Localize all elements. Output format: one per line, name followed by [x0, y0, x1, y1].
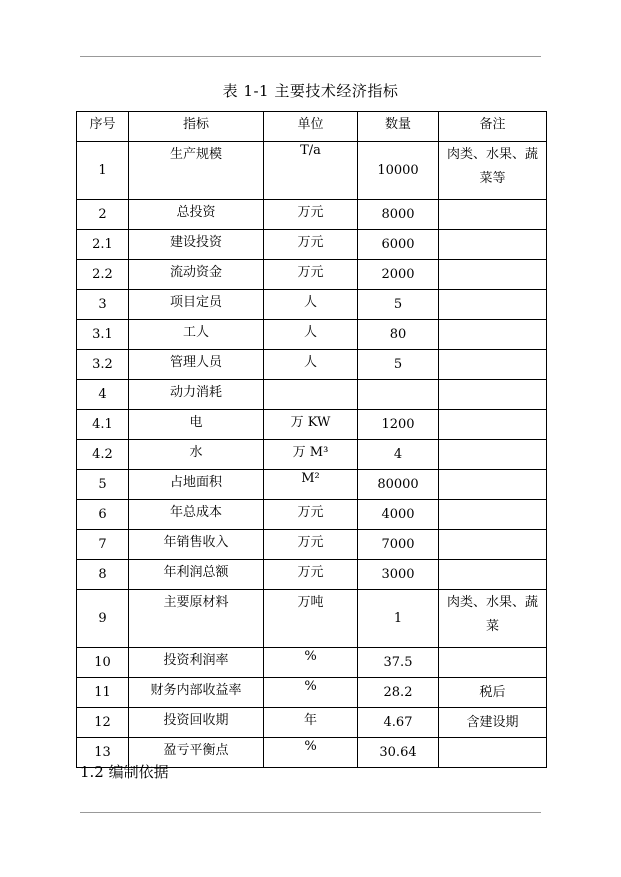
table-row	[77, 230, 547, 260]
cell-qty: 3000	[358, 560, 439, 590]
cell-note: 含建设期	[439, 708, 547, 738]
cell-no: 4.1	[77, 410, 129, 440]
table-header-row	[77, 112, 547, 142]
cell-no: 3.1	[77, 320, 129, 350]
cell-unit: 人	[264, 290, 358, 320]
cell-note	[439, 470, 547, 500]
cell-note	[439, 200, 547, 230]
cell-qty: 4	[358, 440, 439, 470]
cell-note	[439, 320, 547, 350]
cell-unit: 人	[264, 350, 358, 380]
cell-no: 4.2	[77, 440, 129, 470]
cell-name: 占地面积	[129, 470, 264, 500]
cell-unit: 万吨	[264, 590, 358, 648]
cell-note	[439, 500, 547, 530]
cell-no: 8	[77, 560, 129, 590]
cell-unit: T/a	[264, 142, 358, 200]
header-rule	[80, 56, 541, 57]
cell-name: 投资回收期	[129, 708, 264, 738]
cell-qty: 5	[358, 350, 439, 380]
cell-no: 2.2	[77, 260, 129, 290]
table-row	[77, 648, 547, 678]
table-caption: 表 1-1 主要技术经济指标	[222, 82, 399, 100]
table-row	[77, 290, 547, 320]
cell-no: 4	[77, 380, 129, 410]
cell-unit: %	[264, 678, 358, 708]
cell-note	[439, 260, 547, 290]
header-qty: 数量	[358, 112, 439, 142]
table-row	[77, 142, 547, 200]
cell-name: 水	[129, 440, 264, 470]
cell-note	[439, 350, 547, 380]
cell-no: 12	[77, 708, 129, 738]
table-row	[77, 440, 547, 470]
cell-name: 管理人员	[129, 350, 264, 380]
cell-unit: 万元	[264, 230, 358, 260]
cell-qty: 1	[358, 590, 439, 648]
cell-name: 年销售收入	[129, 530, 264, 560]
cell-unit: 人	[264, 320, 358, 350]
cell-name: 主要原材料	[129, 590, 264, 648]
cell-qty	[358, 380, 439, 410]
cell-qty: 80000	[358, 470, 439, 500]
header-no: 序号	[77, 112, 129, 142]
cell-qty: 30.64	[358, 738, 439, 768]
cell-name: 建设投资	[129, 230, 264, 260]
indicators-table	[76, 111, 547, 768]
cell-qty: 1200	[358, 410, 439, 440]
table-row	[77, 530, 547, 560]
cell-unit: 万元	[264, 560, 358, 590]
cell-note	[439, 530, 547, 560]
cell-no: 2.1	[77, 230, 129, 260]
cell-qty: 2000	[358, 260, 439, 290]
cell-qty: 80	[358, 320, 439, 350]
cell-qty: 4.67	[358, 708, 439, 738]
header-note: 备注	[439, 112, 547, 142]
cell-no: 6	[77, 500, 129, 530]
table-row	[77, 380, 547, 410]
cell-no: 2	[77, 200, 129, 230]
table-row	[77, 500, 547, 530]
table-row	[77, 260, 547, 290]
cell-name: 项目定员	[129, 290, 264, 320]
cell-name: 电	[129, 410, 264, 440]
table-row	[77, 200, 547, 230]
cell-qty: 5	[358, 290, 439, 320]
cell-note: 税后	[439, 678, 547, 708]
table-row	[77, 590, 547, 648]
cell-name: 总投资	[129, 200, 264, 230]
cell-note: 肉类、水果、蔬菜等	[439, 142, 547, 200]
cell-qty: 4000	[358, 500, 439, 530]
cell-unit: M²	[264, 470, 358, 500]
table-body	[77, 142, 547, 768]
cell-name: 流动资金	[129, 260, 264, 290]
cell-qty: 28.2	[358, 678, 439, 708]
cell-no: 7	[77, 530, 129, 560]
cell-no: 3.2	[77, 350, 129, 380]
cell-no: 1	[77, 142, 129, 200]
cell-unit: 万 KW	[264, 410, 358, 440]
cell-unit: 万元	[264, 260, 358, 290]
table-row	[77, 410, 547, 440]
cell-unit: %	[264, 738, 358, 768]
section-heading: 1.2 编制依据	[80, 763, 169, 781]
cell-unit	[264, 380, 358, 410]
table-row	[77, 678, 547, 708]
cell-note	[439, 560, 547, 590]
header-name: 指标	[129, 112, 264, 142]
cell-qty: 8000	[358, 200, 439, 230]
cell-name: 年总成本	[129, 500, 264, 530]
cell-note	[439, 380, 547, 410]
cell-no: 3	[77, 290, 129, 320]
cell-name: 盈亏平衡点	[129, 738, 264, 768]
cell-unit: 万元	[264, 530, 358, 560]
table-row	[77, 350, 547, 380]
table-row	[77, 560, 547, 590]
header-unit: 单位	[264, 112, 358, 142]
cell-qty: 10000	[358, 142, 439, 200]
cell-note	[439, 230, 547, 260]
cell-name: 生产规模	[129, 142, 264, 200]
cell-qty: 37.5	[358, 648, 439, 678]
footer-rule	[80, 812, 541, 813]
cell-note	[439, 410, 547, 440]
cell-qty: 6000	[358, 230, 439, 260]
cell-name: 财务内部收益率	[129, 678, 264, 708]
cell-unit: %	[264, 648, 358, 678]
cell-no: 10	[77, 648, 129, 678]
cell-unit: 万 M³	[264, 440, 358, 470]
table-row	[77, 320, 547, 350]
cell-no: 13	[77, 738, 129, 768]
cell-unit: 年	[264, 708, 358, 738]
table-row	[77, 708, 547, 738]
cell-note	[439, 290, 547, 320]
cell-qty: 7000	[358, 530, 439, 560]
table-row	[77, 470, 547, 500]
cell-unit: 万元	[264, 200, 358, 230]
cell-name: 工人	[129, 320, 264, 350]
cell-no: 5	[77, 470, 129, 500]
cell-note: 肉类、水果、蔬菜	[439, 590, 547, 648]
cell-name: 年利润总额	[129, 560, 264, 590]
cell-note	[439, 648, 547, 678]
cell-name: 动力消耗	[129, 380, 264, 410]
cell-note	[439, 738, 547, 768]
cell-note	[439, 440, 547, 470]
cell-name: 投资利润率	[129, 648, 264, 678]
cell-no: 9	[77, 590, 129, 648]
cell-no: 11	[77, 678, 129, 708]
cell-unit: 万元	[264, 500, 358, 530]
